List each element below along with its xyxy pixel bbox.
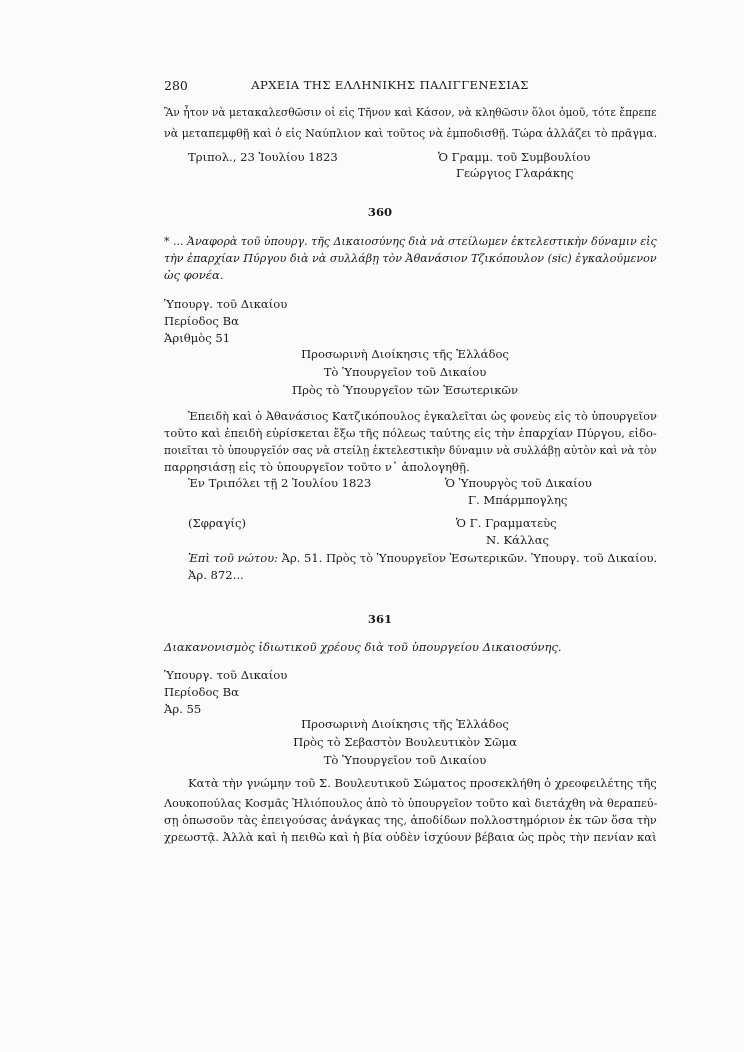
doc-361-ref-line-1: Ὑπουργ. τοῦ Δικαίου <box>164 668 288 682</box>
continuation-line-1: Ἂν ἦτον νὰ μετακαλεσθῶσιν οἱ εἰς Τῆνον καὶ Κάσον, νὰ κληθῶσιν ὅλοι ὁμοῦ, τότε ἔπρεπε <box>164 105 657 119</box>
doc-361-heading-line-2: Πρὸς τὸ Σεβαστὸν Βουλευτικὸν Σῶμα <box>293 735 517 749</box>
doc-360-sign1-name: Γ. Μπάρμπογλης <box>468 493 568 507</box>
doc-360-sign2-name: Ν. Κάλλας <box>486 533 550 547</box>
doc-361-body-line-1: Κατὰ τὴν γνώμην τοῦ Σ. Βουλευτικοῦ Σώματος προσεκλήθη ὁ χρεοφειλέτης τῆς <box>188 776 657 790</box>
doc-361-body-line-4: χρεωστᾷ. Ἀλλὰ καὶ ἡ πειθὼ καὶ ἡ βία οὐδὲν ἰσχύουν βέβαια ὡς πρὸς τὴν πενίαν καὶ <box>164 830 657 844</box>
doc-360-seal: (Σφραγίς) <box>188 516 246 530</box>
doc-361-summary: Διακανονισμὸς ἰδιωτικοῦ χρέους διὰ τοῦ ὑπουργείου Δικαιοσύνης. <box>164 640 562 654</box>
doc-360-body-line-1: Ἐπειδὴ καὶ ὁ Ἀθανάσιος Κατζικόπουλος ἐγκαλεῖται ὡς φονεὺς εἰς τὸ ὑπουργεῖον <box>188 409 657 423</box>
doc-360-verso-text: Ἀρ. 51. Πρὸς τὸ Ὑπουργεῖον Ἐσωτερικῶν. Ὑπουργ. τοῦ Δικαίου. <box>281 551 658 565</box>
doc-360-body-line-3: ποιεῖται τὸ ὑπουργεῖόν σας νὰ στείλῃ ἐκτελεστικὴν δύναμιν νὰ συλλάβῃ αὐτὸν καὶ νὰ τὸν <box>164 443 657 457</box>
doc-360-sign1-role: Ὁ Ὑπουργὸς τοῦ Δικαίου <box>445 476 592 490</box>
doc-360-ref-line-3: Ἀριθμὸς 51 <box>164 331 231 345</box>
continuation-place-date: Τριπολ., 23 Ἰουλίου 1823 <box>188 150 338 164</box>
continuation-signer-name: Γεώργιος Γλαράκης <box>456 166 574 180</box>
continuation-signer-role: Ὁ Γραμμ. τοῦ Συμβουλίου <box>438 150 591 164</box>
doc-360-verso-line-1 <box>188 551 657 565</box>
doc-360-ref-line-1: Ὑπουργ. τοῦ Δικαίου <box>164 297 288 311</box>
doc-361-number: 361 <box>367 612 393 626</box>
doc-360-number: 360 <box>367 205 393 219</box>
doc-361-body-line-2: Λουκοπούλας Κοσμᾶς Ἠλιόπουλος ἀπὸ τὸ ὑπουργεῖον τοῦτο καὶ διετάχθη νὰ θεραπεύ- <box>164 796 658 810</box>
doc-360-summary-line-2: τὴν ἐπαρχίαν Πύργου διὰ νὰ συλλάβῃ τὸν Ἀθανάσιον Τζικόπουλον (sic) ἐγκαλούμενον <box>164 251 657 265</box>
doc-360-body-line-2: τοῦτο καὶ ἐπειδὴ εὑρίσκεται ἔξω τῆς πόλεως ταύτης εἰς τὴν ἐπαρχίαν Πύργου, εἰδο- <box>164 426 657 440</box>
doc-360-body-line-4: παρρησιάσῃ εἰς τὸ ὑπουργεῖον τοῦτο ν᾽ ἀπολογηθῇ. <box>164 460 470 474</box>
running-title: ΑΡΧΕΙΑ ΤΗΣ ΕΛΛΗΝΙΚΗΣ ΠΑΛΙΓΓΕΝΕΣΙΑΣ <box>251 78 529 92</box>
doc-360-verso-label: Ἐπὶ τοῦ νώτου: <box>188 551 278 565</box>
doc-361-heading-line-1: Προσωρινὴ Διοίκησις τῆς Ἑλλάδος <box>301 717 509 731</box>
doc-360-ref-line-2: Περίοδος Βα <box>164 314 239 328</box>
doc-360-heading-line-3: Πρὸς τὸ Ὑπουργεῖον τῶν Ἐσωτερικῶν <box>291 383 519 397</box>
doc-361-ref-line-2: Περίοδος Βα <box>164 685 239 699</box>
doc-360-sign2-role: Ὁ Γ. Γραμματεὺς <box>456 516 557 530</box>
doc-361-body-line-3: σῃ ὁπωσοῦν τὰς ἐπειγούσας ἀνάγκας της, ἀποδίδων πολλοστημόριον ἐκ τῶν ὅσα τὴν <box>164 813 657 827</box>
page-number: 280 <box>164 78 188 93</box>
continuation-line-2: νὰ μεταπεμφθῇ καὶ ὁ εἰς Ναύπλιον καὶ τοῦτος νὰ ἐμποδισθῇ. Τώρα ἀλλάζει τὸ πρᾶγμα. <box>164 126 658 140</box>
doc-360-summary-line-3: ὡς φονέα. <box>164 268 224 282</box>
doc-360-place-date: Ἐν Τριπόλει τῇ 2 Ἰουλίου 1823 <box>188 476 372 490</box>
doc-361-heading-line-3: Τὸ Ὑπουργεῖον τοῦ Δικαίου <box>323 753 487 767</box>
doc-360-heading-line-1: Προσωρινὴ Διοίκησις τῆς Ἑλλάδος <box>301 347 509 361</box>
doc-360-verso-line-2: Ἀρ. 872... <box>188 568 244 582</box>
doc-361-ref-line-3: Ἀρ. 55 <box>164 702 202 716</box>
doc-360-heading-line-2: Τὸ Ὑπουργεῖον τοῦ Δικαίου <box>323 365 487 379</box>
doc-360-summary-line-1: * ... Ἀναφορὰ τοῦ ὑπουργ. τῆς Δικαιοσύνης διὰ νὰ στείλωμεν ἐκτελεστικὴν δύναμιν εἰς <box>164 234 657 248</box>
